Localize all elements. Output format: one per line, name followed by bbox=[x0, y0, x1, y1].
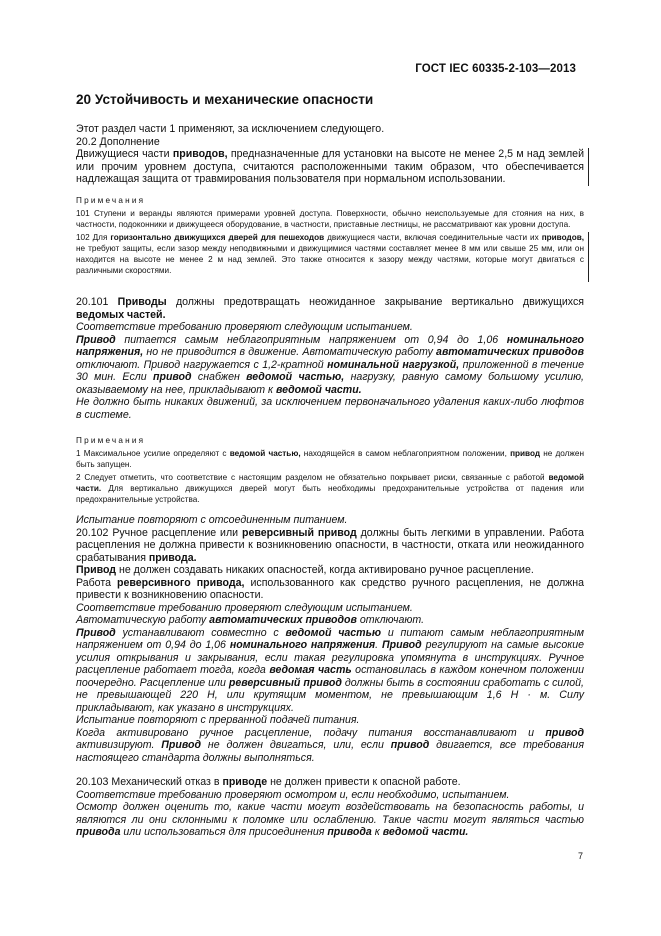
notes-label: Примечания bbox=[76, 196, 146, 205]
change-bar bbox=[588, 148, 589, 186]
test-repeat-interrupted: Испытание повторяют с прерванной подачей питания. bbox=[76, 714, 360, 726]
note-1: 1 Максимальное усилие определяют с ведомой частью, находящейся в самом неблагоприятном положении, привод не должен быть запущен. bbox=[76, 449, 584, 469]
intro-paragraph: Этот раздел части 1 применяют, за исключением следующего. bbox=[76, 123, 385, 135]
compliance-check: Соответствие требованию проверяют следующим испытанием. bbox=[76, 321, 413, 333]
clause-20-2-text: Движущиеся части приводов, предназначенные для установки на высоте не менее 2,5 м над землей или прочим уровнем доступа, считаются расположенными таким образом, что обеспечивается надлежащая защита от травмирования пользователя при нормальном использовании. bbox=[76, 148, 584, 185]
test-procedure: Привод устанавливают совместно с ведомой частью и питают самым неблагоприятным напряжением от 0,94 до 1,06 номинального напряжения. Привод регулируют на самые высокие усилия открывания и закрывания, если такая регулировка упомянута в инструкциях. Ручное расцепление работает тогда, когда ведомая часть остановилась в каждом конечном положении поочередно. Расцепление или реверсивный привод должны быть в состоянии сработать с силой, не превышающей 220 Н, или крутящим моментом, не превышающим 1,6 Н · м. Силу прикладывают, как указано в инструкциях. bbox=[76, 626, 584, 714]
intro-block bbox=[76, 123, 584, 186]
compliance-check: Соответствие требованию проверяют следующим испытанием. bbox=[76, 601, 413, 614]
inspection-text: Осмотр должен оценить то, какие части могут воздействовать на безопасность работы, и являются ли они склонными к поломке или ослаблению. Такие части могут являться частью привода или использоваться для присоединения привода к ведомой части. bbox=[76, 801, 584, 838]
test-procedure: Привод питается самым неблагоприятным напряжением от 0,94 до 1,06 номинального напряжения, но не приводится в движение. Автоматическую работу автоматических приводов отключают. Привод нагружается с 1,2-кратной номинальной нагрузкой, приложенной в течение 30 мин. Если привод снабжен ведомой частью, нагрузку, равную самому большому усилию, оказываемому на нее, прикладывают к ведомой части. bbox=[76, 333, 584, 396]
reversing-drive-operation: Работа реверсивного привода, использованного как средство ручного расцепления, не должна привести к возникновению опасности. bbox=[76, 576, 584, 601]
notes-block-2 bbox=[76, 435, 584, 505]
note-101: 101 Ступени и веранды являются примерами уровней доступа. Поверхности, обычно неиспользуемые для стояния на них, в частности, подоконники и движущееся оборудование, в частности, приставные лестницы, не рассматривают как уровни доступа. bbox=[76, 209, 584, 229]
clause-20-103 bbox=[76, 776, 584, 839]
test-requirement: Не должно быть никаких движений, за исключением первоначального удаления каких-либо люфтов в системе. bbox=[76, 396, 584, 421]
clause-20-101-text: 20.101 Приводы должны предотвращать неожиданное закрывание вертикально движущихся ведомых частей. bbox=[76, 296, 584, 321]
drive-no-hazard: Привод не должен создавать никаких опасностей, когда активировано ручное расцепление. bbox=[76, 564, 534, 576]
clause-20-102-text: 20.102 Ручное расцепление или реверсивный привод должны быть легкими в управлении. Работа расцепления не должна привести к возникновению опасности, в частности, отката или неожиданного срабатывания привода. bbox=[76, 526, 584, 564]
test-repeat-disconnected: Испытание повторяют с отсоединенным питанием. bbox=[76, 514, 348, 526]
notes-block-1 bbox=[76, 195, 584, 276]
clause-20-101 bbox=[76, 296, 584, 421]
clause-20-102 bbox=[76, 514, 584, 764]
change-bar bbox=[588, 232, 589, 282]
power-restore-test: Когда активировано ручное расцепление, подачу питания восстанавливают и привод активизируют. Привод не должен двигаться, или, если привод двигается, все требования настоящего стандарта должны выполняться. bbox=[76, 726, 584, 764]
clause-20-2-heading: 20.2 Дополнение bbox=[76, 135, 160, 148]
automatic-disable: Автоматическую работу автоматических приводов отключают. bbox=[76, 614, 425, 626]
note-2: 2 Следует отметить, что соответствие с настоящим разделом не обязательно покрывает риски, связанные с работой ведомой части. Для вертикально движущихся дверей могут быть необходимы предохранительные устройства от падения или предохранительные устройства. bbox=[76, 473, 584, 504]
note-102: 102 Для горизонтально движущихся дверей для пешеходов движущиеся части, включая соединительные части их приводов, не требуют защиты, если зазор между неподвижными и движущимися частями составляет менее 8 мм или свыше 25 мм, или он находится на высоте не менее 2 м над землей. Это также относится к зазору между частями, которые могут двигаться с различными скоростями. bbox=[76, 233, 585, 275]
notes-label: Примечания bbox=[76, 436, 146, 445]
section-title: 20 Устойчивость и механические опасности bbox=[76, 92, 374, 107]
standard-header: ГОСТ IEC 60335-2-103—2013 bbox=[415, 63, 576, 75]
clause-20-103-text: 20.103 Механический отказ в приводе не должен привести к опасной работе. bbox=[76, 776, 461, 788]
page-number: 7 bbox=[578, 851, 584, 861]
compliance-check: Соответствие требованию проверяют осмотром и, если необходимо, испытанием. bbox=[76, 788, 510, 801]
